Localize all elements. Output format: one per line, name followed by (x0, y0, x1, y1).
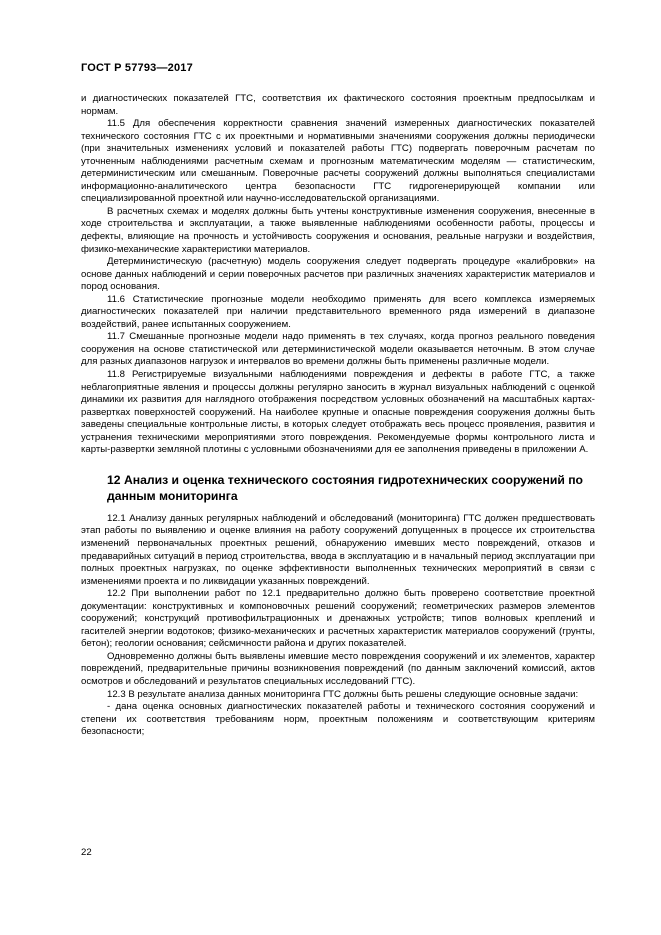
document-body (81, 93, 595, 739)
paragraph-simultaneously: Одновременно должны быть выявлены имевшие место повреждения сооружений и их элементов, характер повреждений, предварительные причины возникновения повреждений (по данным заключений комиссий, актов осмотров и обследований и результатов специальных исследований ГТС). (81, 650, 595, 687)
list-item-assessment: - дана оценка основных диагностических показателей работы и технического состояния сооружений и степени их соответствия требованиям норм, проектным положениям и соответствующим критериям безопасности; (81, 701, 595, 738)
paragraph-12-1: 12.1 Анализу данных регулярных наблюдений и обследований (мониторинга) ГТС должен предшествовать этап работы по выявлению и оценке влияния на работу сооружений допущенных в процессе их строительства изменений первоначальных проектных решений, обнаружению имевших место повреждений, отказов и предаварийных ситуаций в период строительства, ввода в эксплуатацию и в начальный период эксплуатации при полных проектных нагрузках, по оценке эффективности выполненных технических мероприятий в связи с изменениями проекта и по ликвидации указанных повреждений. (81, 512, 595, 587)
paragraph-continuation: и диагностических показателей ГТС, соответствия их фактического состояния проектным предпосылкам и нормам. (81, 93, 595, 117)
paragraph-calc-schemes: В расчетных схемах и моделях должны быть учтены конструктивные изменения сооружения, внесенные в ходе строительства и эксплуатации, а также выявленные наблюдениями особенности работы, процессы и дефекты, влияющие на прочность и устойчивость сооружения и основания, реальные нагрузки и воздействия, физико-механические характеристики материалов. (81, 205, 595, 255)
paragraph-11-8: 11.8 Регистрируемые визуальными наблюдениями повреждения и дефекты в работе ГТС, а также неблагоприятные явления и процессы должны регулярно заносить в журнал визуальных наблюдений с оценкой динамики их развития для наглядного отображения посредством условных обозначений на масштабных картах-развертках поверхностей сооружений. На наиболее крупные и опасные повреждения сооружения должны быть заведены специальные контрольные листы, в которых следует отображать весь процесс проявления, развития и устранения техническими мероприятиями этого повреждения. Рекомендуемые формы контрольного листа и карты-развертки земляной плотины с условными обозначениями для ее заполнения приведены в приложении А. (81, 369, 595, 456)
paragraph-11-7: 11.7 Смешанные прогнозные модели надо применять в тех случаях, когда прогноз реального поведения сооружения на основе статистической или детерминистической модели оказывается неточным. В этом случае для разных диапазонов нагрузок и интервалов во времени должны быть применены различные модели. (81, 331, 595, 368)
paragraph-12-2: 12.2 При выполнении работ по 12.1 предварительно должно быть проверено соответствие проектной документации: конструктивных и компоновочных решений сооружений; геометрических размеров элементов сооружений; конструкций противофильтрационных и дренажных устройств; типов волновых креплений и гасителей энергии водотоков; физико-механических и расчетных характеристик материалов сооружений (грунты, бетон); геологии основания; сейсмичности района и других показателей. (81, 588, 595, 650)
page-number: 22 (81, 847, 92, 858)
document-code-header: ГОСТ Р 57793—2017 (81, 62, 193, 74)
paragraph-12-3: 12.3 В результате анализа данных мониторинга ГТС должны быть решены следующие основные задачи: (107, 688, 579, 700)
section-12-heading: 12 Анализ и оценка технического состояния гидротехнических сооружений по данным мониторинга (107, 472, 584, 503)
paragraph-deterministic-model: Детерминистическую (расчетную) модель сооружения следует подвергать процедуре «калибровки» на основе данных наблюдений и серии поверочных расчетов при различных значениях характеристик материалов и пород основания. (81, 256, 595, 293)
paragraph-11-5: 11.5 Для обеспечения корректности сравнения значений измеренных диагностических показателей технического состояния ГТС с их проектными и нормативными значениями сооружения должны периодически (при значительных изменениях условий и показателей работы ГТС) подвергать поверочным расчетам по уточненным наблюдениями расчетным схемам и прогнозным математическим моделям — статистическим, детерминистическим или смешанным. Поверочные расчеты сооружений должны выполняться специалистами информационно-аналитического центра безопасности ГТС гидрогенерирующей компании или специализированной проектной или научно-исследовательской организациями. (81, 118, 595, 205)
paragraph-11-6: 11.6 Статистические прогнозные модели необходимо применять для всего комплекса измеряемых диагностических показателей при наличии представительного временного ряда измерений в диапазоне воздействий, ранее испытанных сооружением. (81, 293, 595, 330)
